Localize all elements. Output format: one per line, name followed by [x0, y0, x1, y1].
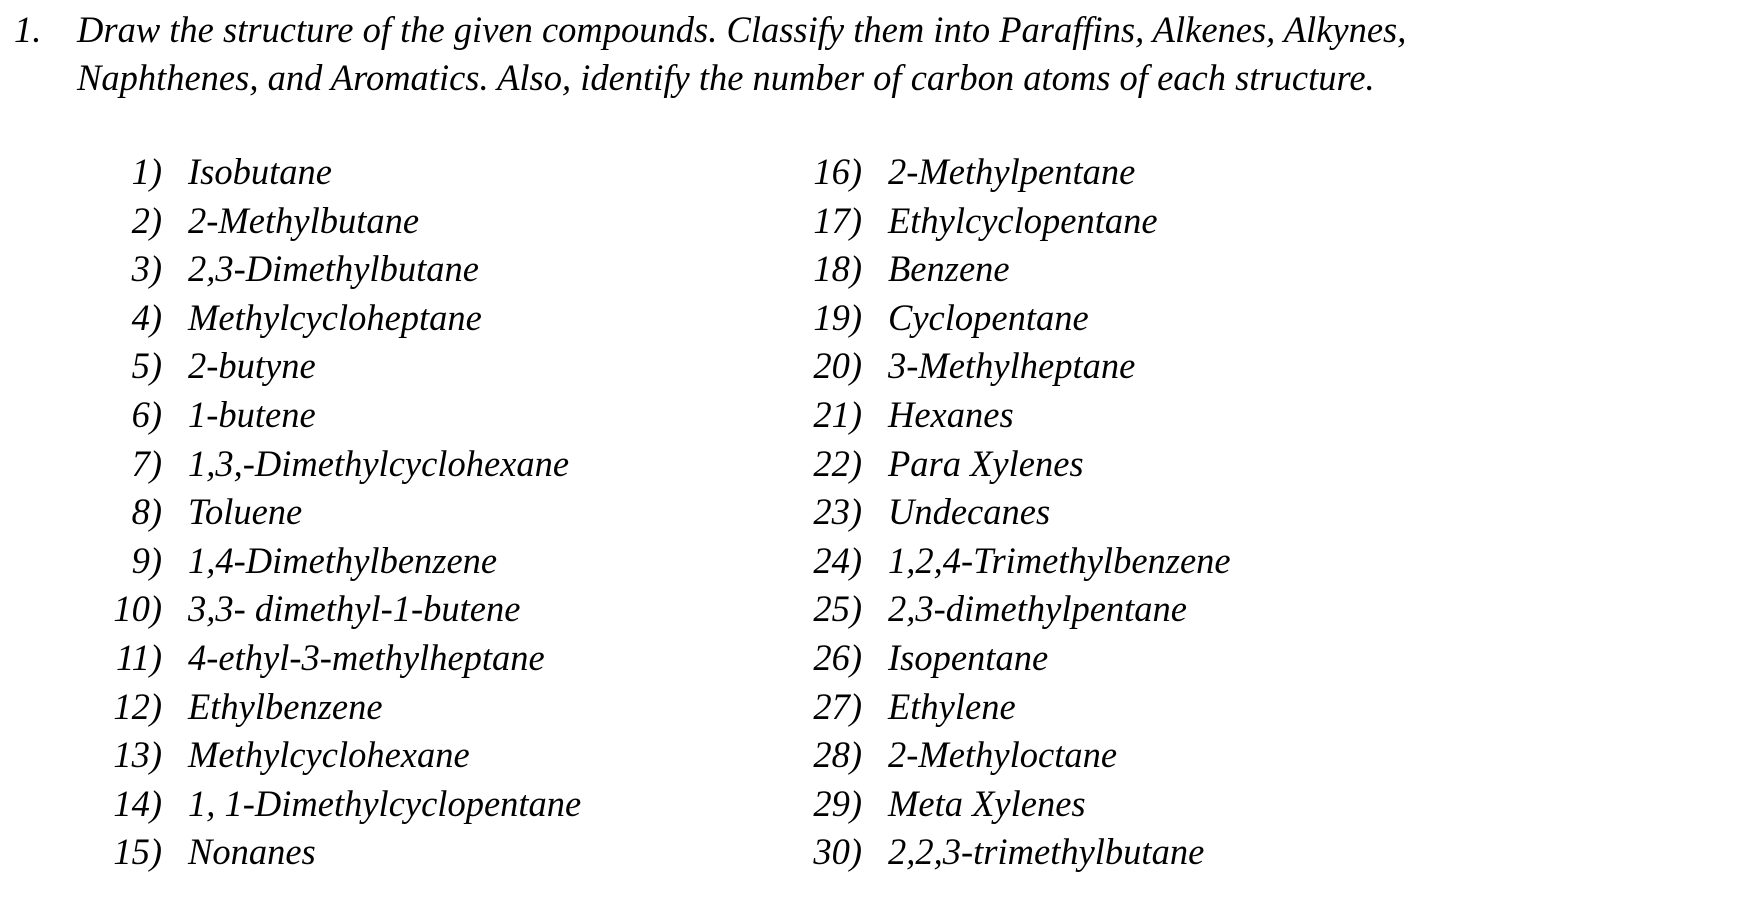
compound-number: 9) [131, 539, 162, 581]
compound-name: Toluene [188, 491, 303, 533]
compound-number: 10) [113, 588, 162, 630]
compound-name: Ethylene [888, 685, 1016, 727]
compound-name: Hexanes [888, 393, 1014, 435]
compound-spacer [162, 488, 188, 537]
compound-item [800, 780, 1231, 829]
compound-number: 27) [813, 685, 862, 727]
question-indent [14, 54, 77, 102]
compound-number: 19) [813, 296, 862, 338]
compound-spacer [862, 245, 888, 294]
compound-name: Cyclopentane [888, 296, 1089, 338]
compound-item [800, 391, 1231, 440]
compound-number: 28) [813, 734, 862, 776]
compound-spacer [162, 342, 188, 391]
compound-list-right [800, 148, 1231, 877]
compound-spacer [862, 634, 888, 683]
compound-item [100, 780, 581, 829]
compound-number: 17) [813, 199, 862, 241]
compound-item [800, 197, 1231, 246]
compound-name: 1, 1-Dimethylcyclopentane [188, 782, 582, 824]
compound-number: 23) [813, 491, 862, 533]
compound-number: 3) [131, 248, 162, 290]
compound-item [100, 828, 581, 877]
compound-name: Isobutane [188, 151, 332, 192]
compound-spacer [862, 342, 888, 391]
question-number: 1. [14, 9, 42, 50]
compound-name: 2,3-dimethylpentane [888, 588, 1188, 630]
compound-number: 15) [113, 831, 162, 873]
compound-number: 24) [813, 539, 862, 581]
compound-item [100, 197, 581, 246]
compound-name: Benzene [888, 248, 1010, 290]
compound-number: 11) [116, 636, 162, 678]
compound-spacer [162, 197, 188, 246]
compound-spacer [162, 634, 188, 683]
compound-spacer [862, 488, 888, 537]
compound-spacer [162, 585, 188, 634]
compound-number: 1) [131, 151, 162, 192]
compound-spacer [862, 828, 888, 877]
compound-item [100, 537, 581, 586]
compound-item [800, 537, 1231, 586]
compound-number: 21) [813, 393, 862, 435]
compound-list-left [100, 148, 581, 877]
compound-number: 26) [813, 636, 862, 678]
compound-spacer [862, 537, 888, 586]
compound-item [100, 731, 581, 780]
compound-number: 6) [131, 393, 162, 435]
compound-name: 2-butyne [188, 345, 316, 387]
compound-spacer [862, 148, 888, 197]
compound-spacer [162, 148, 188, 197]
compound-spacer [162, 828, 188, 877]
compound-spacer [162, 245, 188, 294]
compound-number: 13) [113, 734, 162, 776]
compound-item [800, 440, 1231, 489]
compound-name: 1,2,4-Trimethylbenzene [888, 539, 1231, 581]
compound-item [100, 585, 581, 634]
compound-number: 25) [813, 588, 862, 630]
compound-number: 20) [813, 345, 862, 387]
compound-name: Meta Xylenes [888, 782, 1086, 824]
compound-name: 2-Methylbutane [188, 199, 420, 241]
compound-item [800, 488, 1231, 537]
compound-item [100, 342, 581, 391]
compound-item [800, 245, 1231, 294]
compound-spacer [862, 683, 888, 732]
question-line-1 [14, 6, 1714, 54]
compound-name: 2,2,3-trimethylbutane [888, 831, 1205, 873]
compound-item [100, 634, 581, 683]
compound-number: 29) [813, 782, 862, 824]
compound-name: Isopentane [888, 636, 1049, 678]
compound-spacer [862, 585, 888, 634]
compound-spacer [862, 780, 888, 829]
compound-item [100, 148, 581, 197]
compound-name: Para Xylenes [888, 442, 1084, 484]
compound-item [800, 828, 1231, 877]
compound-item [800, 585, 1231, 634]
compound-number: 22) [813, 442, 862, 484]
question-text-line-2: Naphthenes, and Aromatics. Also, identify the number of carbon atoms of each structure. [77, 57, 1375, 98]
compound-name: 1-butene [188, 393, 316, 435]
compound-item [100, 488, 581, 537]
compound-name: Methylcycloheptane [188, 296, 482, 338]
compound-spacer [162, 391, 188, 440]
compound-name: Methylcyclohexane [188, 734, 470, 776]
compound-number: 4) [131, 296, 162, 338]
compound-name: 1,4-Dimethylbenzene [188, 539, 498, 581]
compound-spacer [862, 197, 888, 246]
compound-spacer [162, 440, 188, 489]
compound-item [800, 148, 1231, 197]
compound-spacer [862, 391, 888, 440]
compound-name: Undecanes [888, 491, 1051, 533]
compound-number: 5) [131, 345, 162, 387]
compound-number: 30) [813, 831, 862, 873]
compound-item [800, 683, 1231, 732]
compound-spacer [862, 440, 888, 489]
compound-name: 2-Methyloctane [888, 734, 1118, 776]
compound-number: 7) [131, 442, 162, 484]
compound-item [800, 294, 1231, 343]
compound-number: 14) [113, 782, 162, 824]
compound-item [100, 391, 581, 440]
question-text-line-1: Draw the structure of the given compounds. Classify them into Paraffins, Alkenes, Alkynes, [77, 9, 1407, 50]
compound-item [800, 634, 1231, 683]
compound-name: 2,3-Dimethylbutane [188, 248, 479, 290]
compound-name: Nonanes [188, 831, 316, 873]
compound-spacer [162, 683, 188, 732]
question-block [14, 6, 1714, 102]
compound-item [800, 342, 1231, 391]
compound-item [800, 731, 1231, 780]
compound-number: 12) [113, 685, 162, 727]
question-line-2 [14, 54, 1714, 102]
compound-name: 3,3- dimethyl-1-butene [188, 588, 521, 630]
compound-name: Ethylcyclopentane [888, 199, 1158, 241]
compound-name: 4-ethyl-3-methylheptane [188, 636, 545, 678]
compound-name: Ethylbenzene [188, 685, 383, 727]
compound-item [100, 245, 581, 294]
compound-item [100, 440, 581, 489]
compound-number: 8) [131, 491, 162, 533]
compound-name: 2-Methylpentane [888, 151, 1136, 192]
compound-spacer [862, 731, 888, 780]
compound-spacer [162, 780, 188, 829]
compound-number: 2) [131, 199, 162, 241]
compound-spacer [862, 294, 888, 343]
compound-spacer [162, 537, 188, 586]
compound-spacer [162, 294, 188, 343]
compound-name: 1,3,-Dimethylcyclohexane [188, 442, 570, 484]
compound-item [100, 683, 581, 732]
compound-spacer [162, 731, 188, 780]
compound-name: 3-Methylheptane [888, 345, 1136, 387]
compound-item [100, 294, 581, 343]
compound-number: 18) [813, 248, 862, 290]
compound-number: 16) [813, 151, 862, 192]
